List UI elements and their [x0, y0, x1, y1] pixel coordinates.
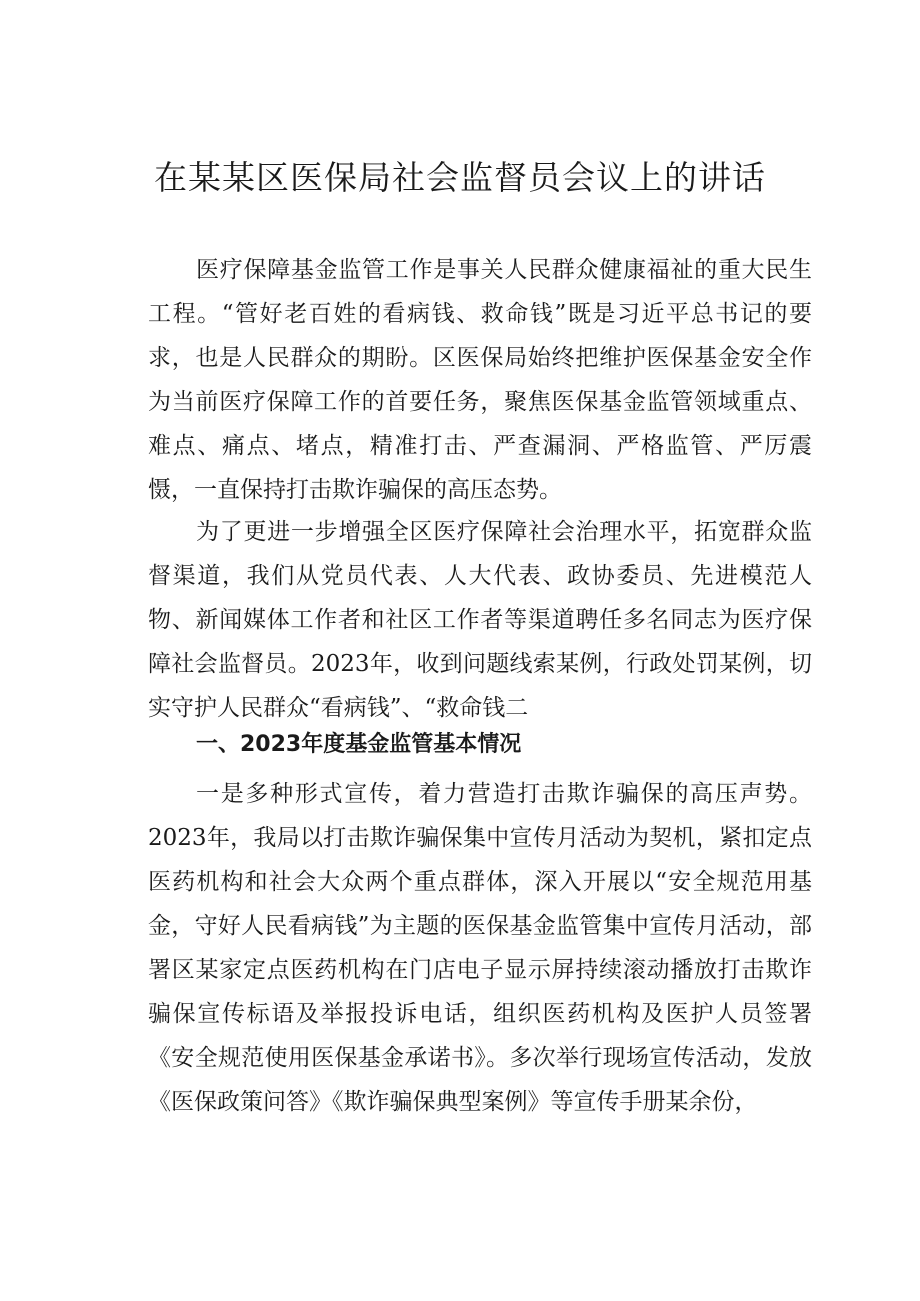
section-heading: 一、2023年度基金监管基本情况: [196, 732, 522, 757]
document-title: 在某某区医保局社会监督员会议上的讲话: [154, 158, 766, 197]
paragraph-intro: 医疗保障基金监管工作是事关人民群众健康福祉的重大民生工程。“管好老百姓的看病钱、救命钱”既是习近平总书记的要求，也是人民群众的期盼。区医保局始终把维护医保基金安全作为当前医疗保障工作的首要任务，聚焦医保基金监管领域重点、难点、痛点、堵点，精准打击、严查漏洞、严格监管、严厉震慑，一直保持打击欺诈骗保的高压态势。: [148, 257, 812, 503]
paragraph-supervisors: 为了更进一步增强全区医疗保障社会治理水平，拓宽群众监督渠道，我们从党员代表、人大代表、政协委员、先进模范人物、新闻媒体工作者和社区工作者等渠道聘任多名同志为医疗保障社会监督员。2023年，收到问题线索某例，行政处罚某例，切实守护人民群众“看病钱”、“救命钱二: [148, 519, 812, 721]
paragraph-publicity: 一是多种形式宣传，着力营造打击欺诈骗保的高压声势。2023年，我局以打击欺诈骗保集中宣传月活动为契机，紧扣定点医药机构和社会大众两个重点群体，深入开展以“安全规范用基金，守好人民看病钱”为主题的医保基金监管集中宣传月活动，部署区某家定点医药机构在门店电子显示屏持续滚动播放打击欺诈骗保宣传标语及举报投诉电话，组织医药机构及医护人员签署《安全规范使用医保基金承诺书》。多次举行现场宣传活动，发放《医保政策问答》《欺诈骗保典型案例》等宣传手册某余份，: [148, 781, 812, 1115]
